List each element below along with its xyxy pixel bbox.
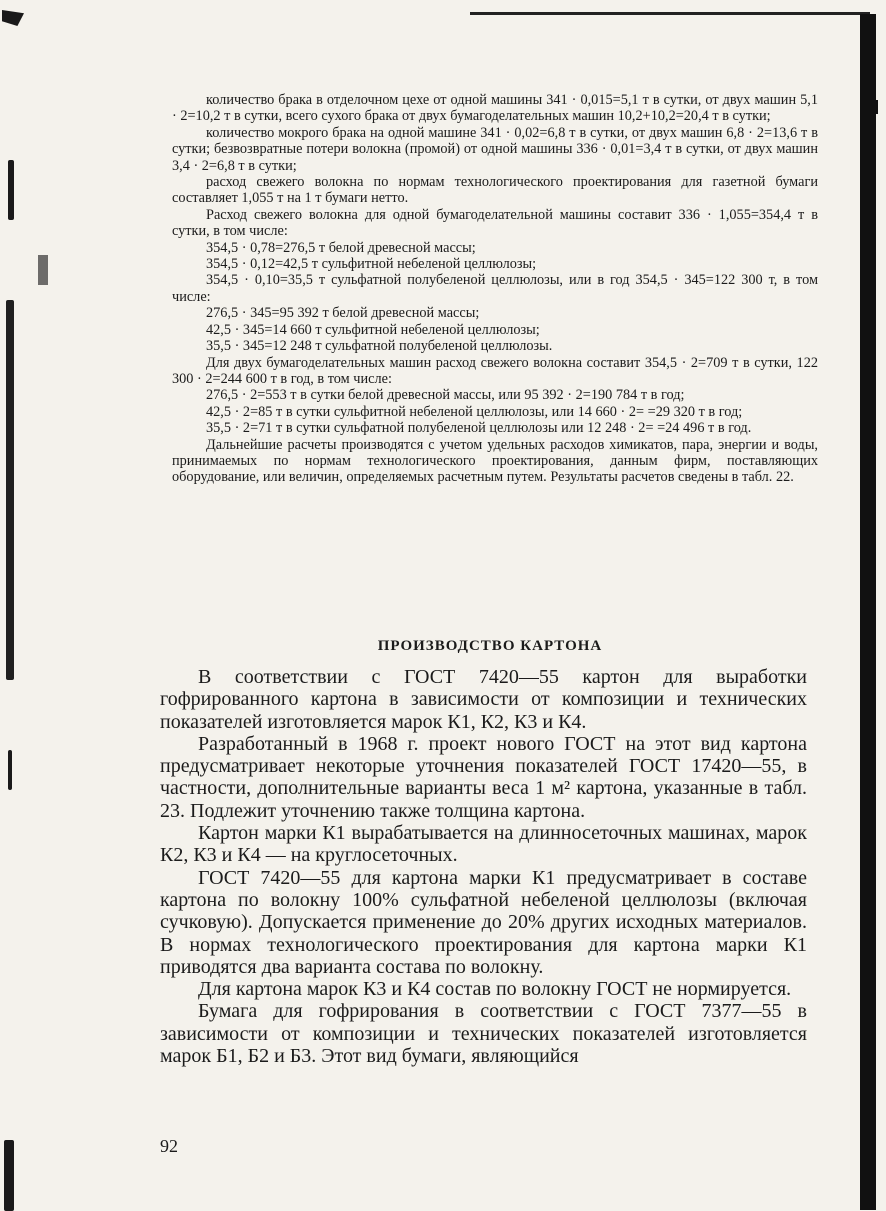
scan-left-speck <box>38 255 48 285</box>
body-paragraph: Разработанный в 1968 г. проект нового ГОСТ на этот вид картона предусматривает некоторые уточнения показателей ГОСТ 17420—55, в частности, дополнительные варианты веса 1 м² картона, указанные в табл. 23. Подлежит уточнению также толщина картона. <box>160 732 807 822</box>
scan-edge-tick <box>872 100 878 114</box>
calc-line: 35,5 · 345=12 248 т сульфатной полубеленой целлюлозы. <box>206 338 553 355</box>
scan-right-edge <box>860 14 876 1210</box>
scan-left-mark <box>4 1140 14 1211</box>
calc-line: 276,5 · 345=95 392 т белой древесной массы; <box>206 305 480 322</box>
section-heading: ПРОИЗВОДСТВО КАРТОНА <box>377 638 603 654</box>
page-number: 92 <box>160 1136 178 1156</box>
calc-line: 354,5 · 0,78=276,5 т белой древесной массы; <box>206 239 476 256</box>
calc-paragraph: Дальнейшие расчеты производятся с учетом удельных расходов химикатов, пара, энергии и воды, принимаемых по нормам технологического проектирования, данным фирм, поставляющих оборудование, или величин, определяемых расчетным путем. Результаты расчетов сведены в табл. 22. <box>172 436 818 486</box>
scan-corner-mark <box>2 10 24 26</box>
calc-paragraph: 276,5 · 2=553 т в сутки белой древесной массы, или 95 392 · 2=190 784 т в год; <box>206 387 685 404</box>
body-paragraph: Бумага для гофрирования в соответствии с ГОСТ 7377—55 в зависимости от композиции и технических показателей изготовляется марок Б1, Б2 и Б3. Этот вид бумаги, являющийся <box>160 1000 807 1068</box>
body-paragraph: Для картона марок К3 и К4 состав по волокну ГОСТ не нормируется. <box>198 978 792 1001</box>
calc-line: 354,5 · 0,12=42,5 т сульфитной небеленой целлюлозы; <box>206 256 537 273</box>
scan-left-mark <box>6 300 14 680</box>
scan-left-mark <box>8 160 14 220</box>
body-paragraph: В соответствии с ГОСТ 7420—55 картон для выработки гофрированного картона в зависимости от композиции и технических показателей изготовляется марок К1, К2, К3 и К4. <box>160 666 807 733</box>
body-paragraph: Картон марки К1 вырабатывается на длинносеточных машинах, марок К2, К3 и К4 — на круглосеточных. <box>160 822 807 867</box>
calc-paragraph: 35,5 · 2=71 т в сутки сульфатной полубеленой целлюлозы или 12 248 · 2= =24 496 т в год. <box>206 420 752 437</box>
scan-left-mark <box>8 750 12 790</box>
calc-paragraph: 354,5 · 0,10=35,5 т сульфатной полубеленой целлюлозы, или в год 354,5 · 345=122 300 т, в том числе: <box>172 272 818 305</box>
calculation-block <box>172 92 818 486</box>
body-text <box>160 666 807 1067</box>
calc-paragraph: расход свежего волокна по нормам технологического проектирования для газетной бумаги составляет 1,055 т на 1 т бумаги нетто. <box>172 174 818 207</box>
calc-paragraph: Для двух бумагоделательных машин расход свежего волокна составит 354,5 · 2=709 т в сутки, 122 300 · 2=244 600 т в год, в том числе: <box>172 354 818 387</box>
calc-paragraph: количество брака в отделочном цехе от одной машины 341 · 0,015=5,1 т в сутки, от двух машин 5,1 · 2=10,2 т в сутки, всего сухого брака от двух бумагоделательных машин 10,2+10,2=20,4 т в сутки; <box>172 92 818 125</box>
body-paragraph: ГОСТ 7420—55 для картона марки К1 предусматривает в составе картона по волокну 100% сульфатной небеленой целлюлозы (включая сучковую). Допускается применение до 20% других исходных материалов. В нормах технологического проектирования для картона марки К1 приводятся два варианта состава по волокну. <box>160 866 807 978</box>
calc-line: 42,5 · 345=14 660 т сульфитной небеленой целлюлозы; <box>206 321 540 338</box>
calc-paragraph: количество мокрого брака на одной машине 341 · 0,02=6,8 т в сутки, от двух машин 6,8 · 2=13,6 т в сутки; безвозвратные потери волокна (промой) от одной машины 336 · 0,01=3,4 т в сутки, от двух машин 3,4 · 2=6,8 т в сутки; <box>172 124 818 174</box>
calc-paragraph: Расход свежего волокна для одной бумагоделательной машины составит 336 · 1,055=354,4 т в сутки, в том числе: <box>172 206 818 240</box>
calc-paragraph: 42,5 · 2=85 т в сутки сульфитной небеленой целлюлозы, или 14 660 · 2= =29 320 т в год; <box>206 403 743 420</box>
scan-top-rule <box>470 12 870 15</box>
